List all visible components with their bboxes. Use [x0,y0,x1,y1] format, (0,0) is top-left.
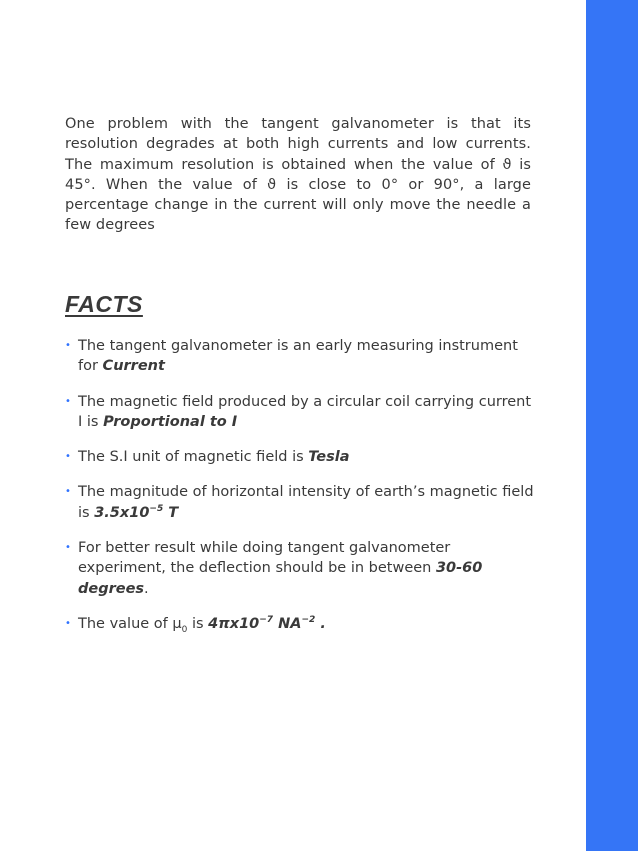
fact-text-after: is [187,615,209,632]
bullet-icon: • [65,395,71,407]
bullet-icon: • [65,542,71,554]
fact-answer-exponent: −5 [149,503,164,514]
intro-paragraph: One problem with the tangent galvanometer is that its resolution degrades at both high currents and low currents. The maximum resolution is obtained when the value of ϑ is 45°. When the value of ϑ is close to 0° or 90°, a large percentage change in the current will only move the needle a few degrees [65,116,531,234]
fact-item-current [65,336,535,377]
bullet-icon: • [65,617,71,629]
fact-answer: 30-60 degrees [78,560,483,597]
fact-answer-base: 3.5x10 [94,504,150,521]
fact-trailing: . [144,580,149,597]
bullet-icon: • [65,486,71,498]
facts-list [65,336,535,649]
fact-answer [208,616,315,632]
fact-answer: Current [102,358,165,375]
fact-subscript: 0 [181,624,188,635]
fact-trailing: . [315,615,326,632]
fact-item-horizontal-intensity [65,482,535,523]
facts-heading: FACTS [65,291,143,317]
fact-item-permeability [65,614,535,634]
bullet-icon: • [65,340,71,351]
intro-section [65,114,531,236]
side-accent-bar [586,0,638,851]
fact-answer-unit: T [163,504,179,521]
fact-text: The magnetic field produced by a circular coil carrying current I is [78,393,532,430]
fact-text: The value of μ [78,615,182,632]
fact-item-tesla [65,447,535,467]
fact-answer-base: 4πx10 [208,615,260,632]
fact-item-proportional [65,392,535,433]
fact-text: For better result while doing tangent galvanometer experiment, the deflection should be in between [78,540,451,577]
fact-text: The magnitude of horizontal intensity of earth’s magnetic field is [78,484,534,521]
fact-answer [94,505,178,521]
fact-text: The S.I unit of magnetic field is [78,449,309,466]
fact-text: The tangent galvanometer is an early measuring instrument for [78,338,518,375]
fact-item-deflection [65,538,535,599]
fact-answer-unit: NA [273,615,302,632]
bullet-icon: • [65,451,71,463]
fact-answer: Tesla [308,449,350,466]
fact-answer: Proportional to I [103,413,238,430]
fact-answer-exponent: −7 [259,615,274,626]
fact-answer-unit-exponent: −2 [301,615,316,626]
